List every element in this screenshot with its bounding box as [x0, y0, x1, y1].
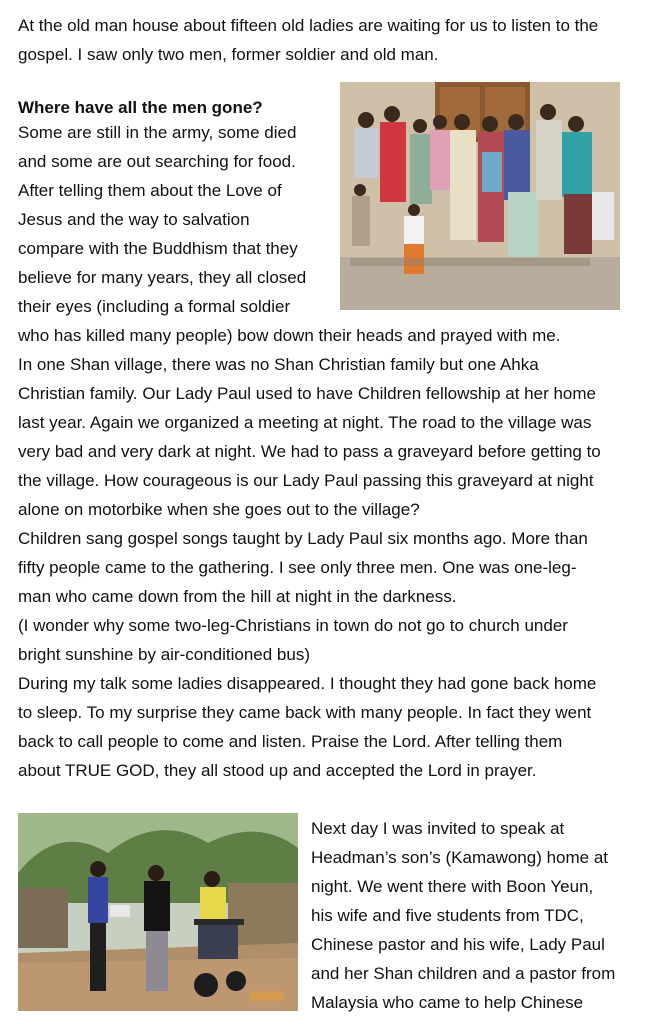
section-heading: Where have all the men gone? [18, 98, 263, 117]
body-line: the village. How courageous is our Lady Paul passing this graveyard at night [18, 471, 594, 490]
body-line: night. We went there with Boon Yeun, [311, 877, 594, 896]
body-line: fifty people came to the gathering. I see only three men. One was one-leg- [18, 558, 577, 577]
body-line: Malaysia who came to help Chinese [311, 993, 584, 1012]
body-line: Christian family. Our Lady Paul used to have Children fellowship at her home [18, 384, 596, 403]
body-line: alone on motorbike when she goes out to the village? [18, 500, 420, 519]
group-photo [340, 82, 620, 310]
intro-line-1: At the old man house about fifteen old ladies are waiting for us to listen to the [18, 16, 599, 35]
body-line: In one Shan village, there was no Shan Christian family but one Ahka [18, 355, 539, 374]
body-line: their eyes (including a formal soldier [18, 297, 291, 316]
body-line: Jesus and the way to salvation [18, 210, 250, 229]
body-line: During my talk some ladies disappeared. I thought they had gone back home [18, 674, 597, 693]
body-line: last year. Again we organized a meeting at night. The road to the village was [18, 413, 592, 432]
body-line: who has killed many people) bow down their heads and prayed with me. [18, 326, 561, 345]
body-line: man who came down from the hill at night in the darkness. [18, 587, 457, 606]
body-line: his wife and five students from TDC, [311, 906, 584, 925]
body-line: about TRUE GOD, they all stood up and accepted the Lord in prayer. [18, 761, 537, 780]
intro-line-2: gospel. I saw only two men, former soldier and old man. [18, 45, 439, 64]
road-motorbike-photo [18, 813, 298, 1011]
body-line: compare with the Buddhism that they [18, 239, 298, 258]
body-line: believe for many years, they all closed [18, 268, 307, 287]
body-line: back to call people to come and listen. Praise the Lord. After telling them [18, 732, 563, 751]
body-line: and some are out searching for food. [18, 152, 296, 171]
body-line: and her Shan children and a pastor from [311, 964, 616, 983]
body-line: Some are still in the army, some died [18, 123, 297, 142]
body-line: Next day I was invited to speak at [311, 819, 565, 838]
body-line: After telling them about the Love of [18, 181, 282, 200]
body-line: Children sang gospel songs taught by Lady Paul six months ago. More than [18, 529, 588, 548]
body-line: (I wonder why some two-leg-Christians in town do not go to church under [18, 616, 568, 635]
body-line: bright sunshine by air-conditioned bus) [18, 645, 311, 664]
body-line: Chinese pastor and his wife, Lady Paul [311, 935, 605, 954]
body-line: Headman’s son’s (Kamawong) home at [311, 848, 609, 867]
body-line: very bad and very dark at night. We had to pass a graveyard before getting to [18, 442, 601, 461]
body-line: to sleep. To my surprise they came back with many people. In fact they went [18, 703, 592, 722]
